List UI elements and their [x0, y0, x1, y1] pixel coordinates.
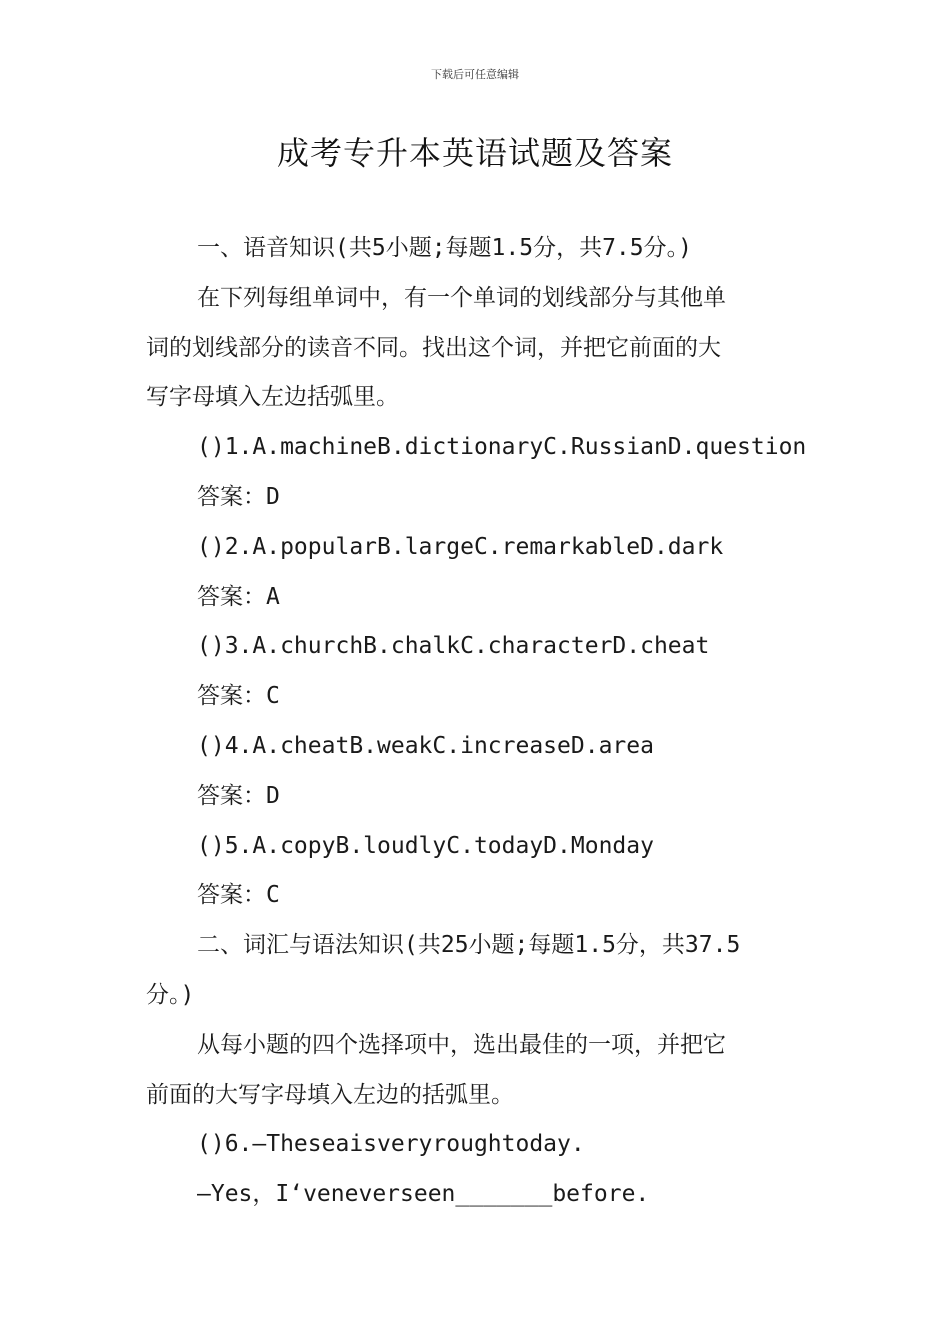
question-4: ()4.A.cheatB.weakC.increaseD.area [197, 732, 654, 759]
section-1-instruction-line-3: 写字母填入左边括弧里。 [146, 384, 399, 411]
question-3: ()3.A.churchB.chalkC.characterD.cheat [197, 633, 710, 660]
question-6-response: —Yes，I‘veneverseen_______before. [197, 1181, 650, 1208]
section-2-heading-line-1: 二、词汇与语法知识(共25小题;每题1.5分，共37.5 [197, 932, 741, 959]
document-body [146, 224, 810, 1220]
answer-1: 答案：D [197, 483, 280, 510]
section-1-instruction-line-2: 词的划线部分的读音不同。找出这个词，并把它前面的大 [146, 334, 721, 361]
answer-4: 答案：D [197, 782, 280, 809]
answer-2: 答案：A [197, 583, 280, 610]
question-6: ()6.—Theseaisveryroughtoday. [197, 1131, 585, 1158]
question-2: ()2.A.popularB.largeC.remarkableD.dark [197, 533, 724, 560]
answer-3: 答案：C [197, 683, 280, 710]
question-5: ()5.A.copyB.loudlyC.todayD.Monday [197, 832, 654, 859]
question-1: ()1.A.machineB.dictionaryC.RussianD.question [197, 434, 807, 461]
answer-5: 答案：C [197, 882, 280, 909]
section-2-instruction-line-2: 前面的大写字母填入左边的括弧里。 [146, 1081, 514, 1108]
section-1-instruction-line-1: 在下列每组单词中，有一个单词的划线部分与其他单 [197, 284, 726, 311]
section-2-heading-line-2: 分。) [146, 981, 195, 1008]
document-title: 成考专升本英语试题及答案 [276, 134, 673, 172]
header-note: 下载后可任意编辑 [431, 68, 519, 81]
section-1-heading: 一、语音知识(共5小题;每题1.5分，共7.5分。) [197, 235, 692, 261]
section-2-instruction-line-1: 从每小题的四个选择项中，选出最佳的一项，并把它 [197, 1031, 726, 1058]
